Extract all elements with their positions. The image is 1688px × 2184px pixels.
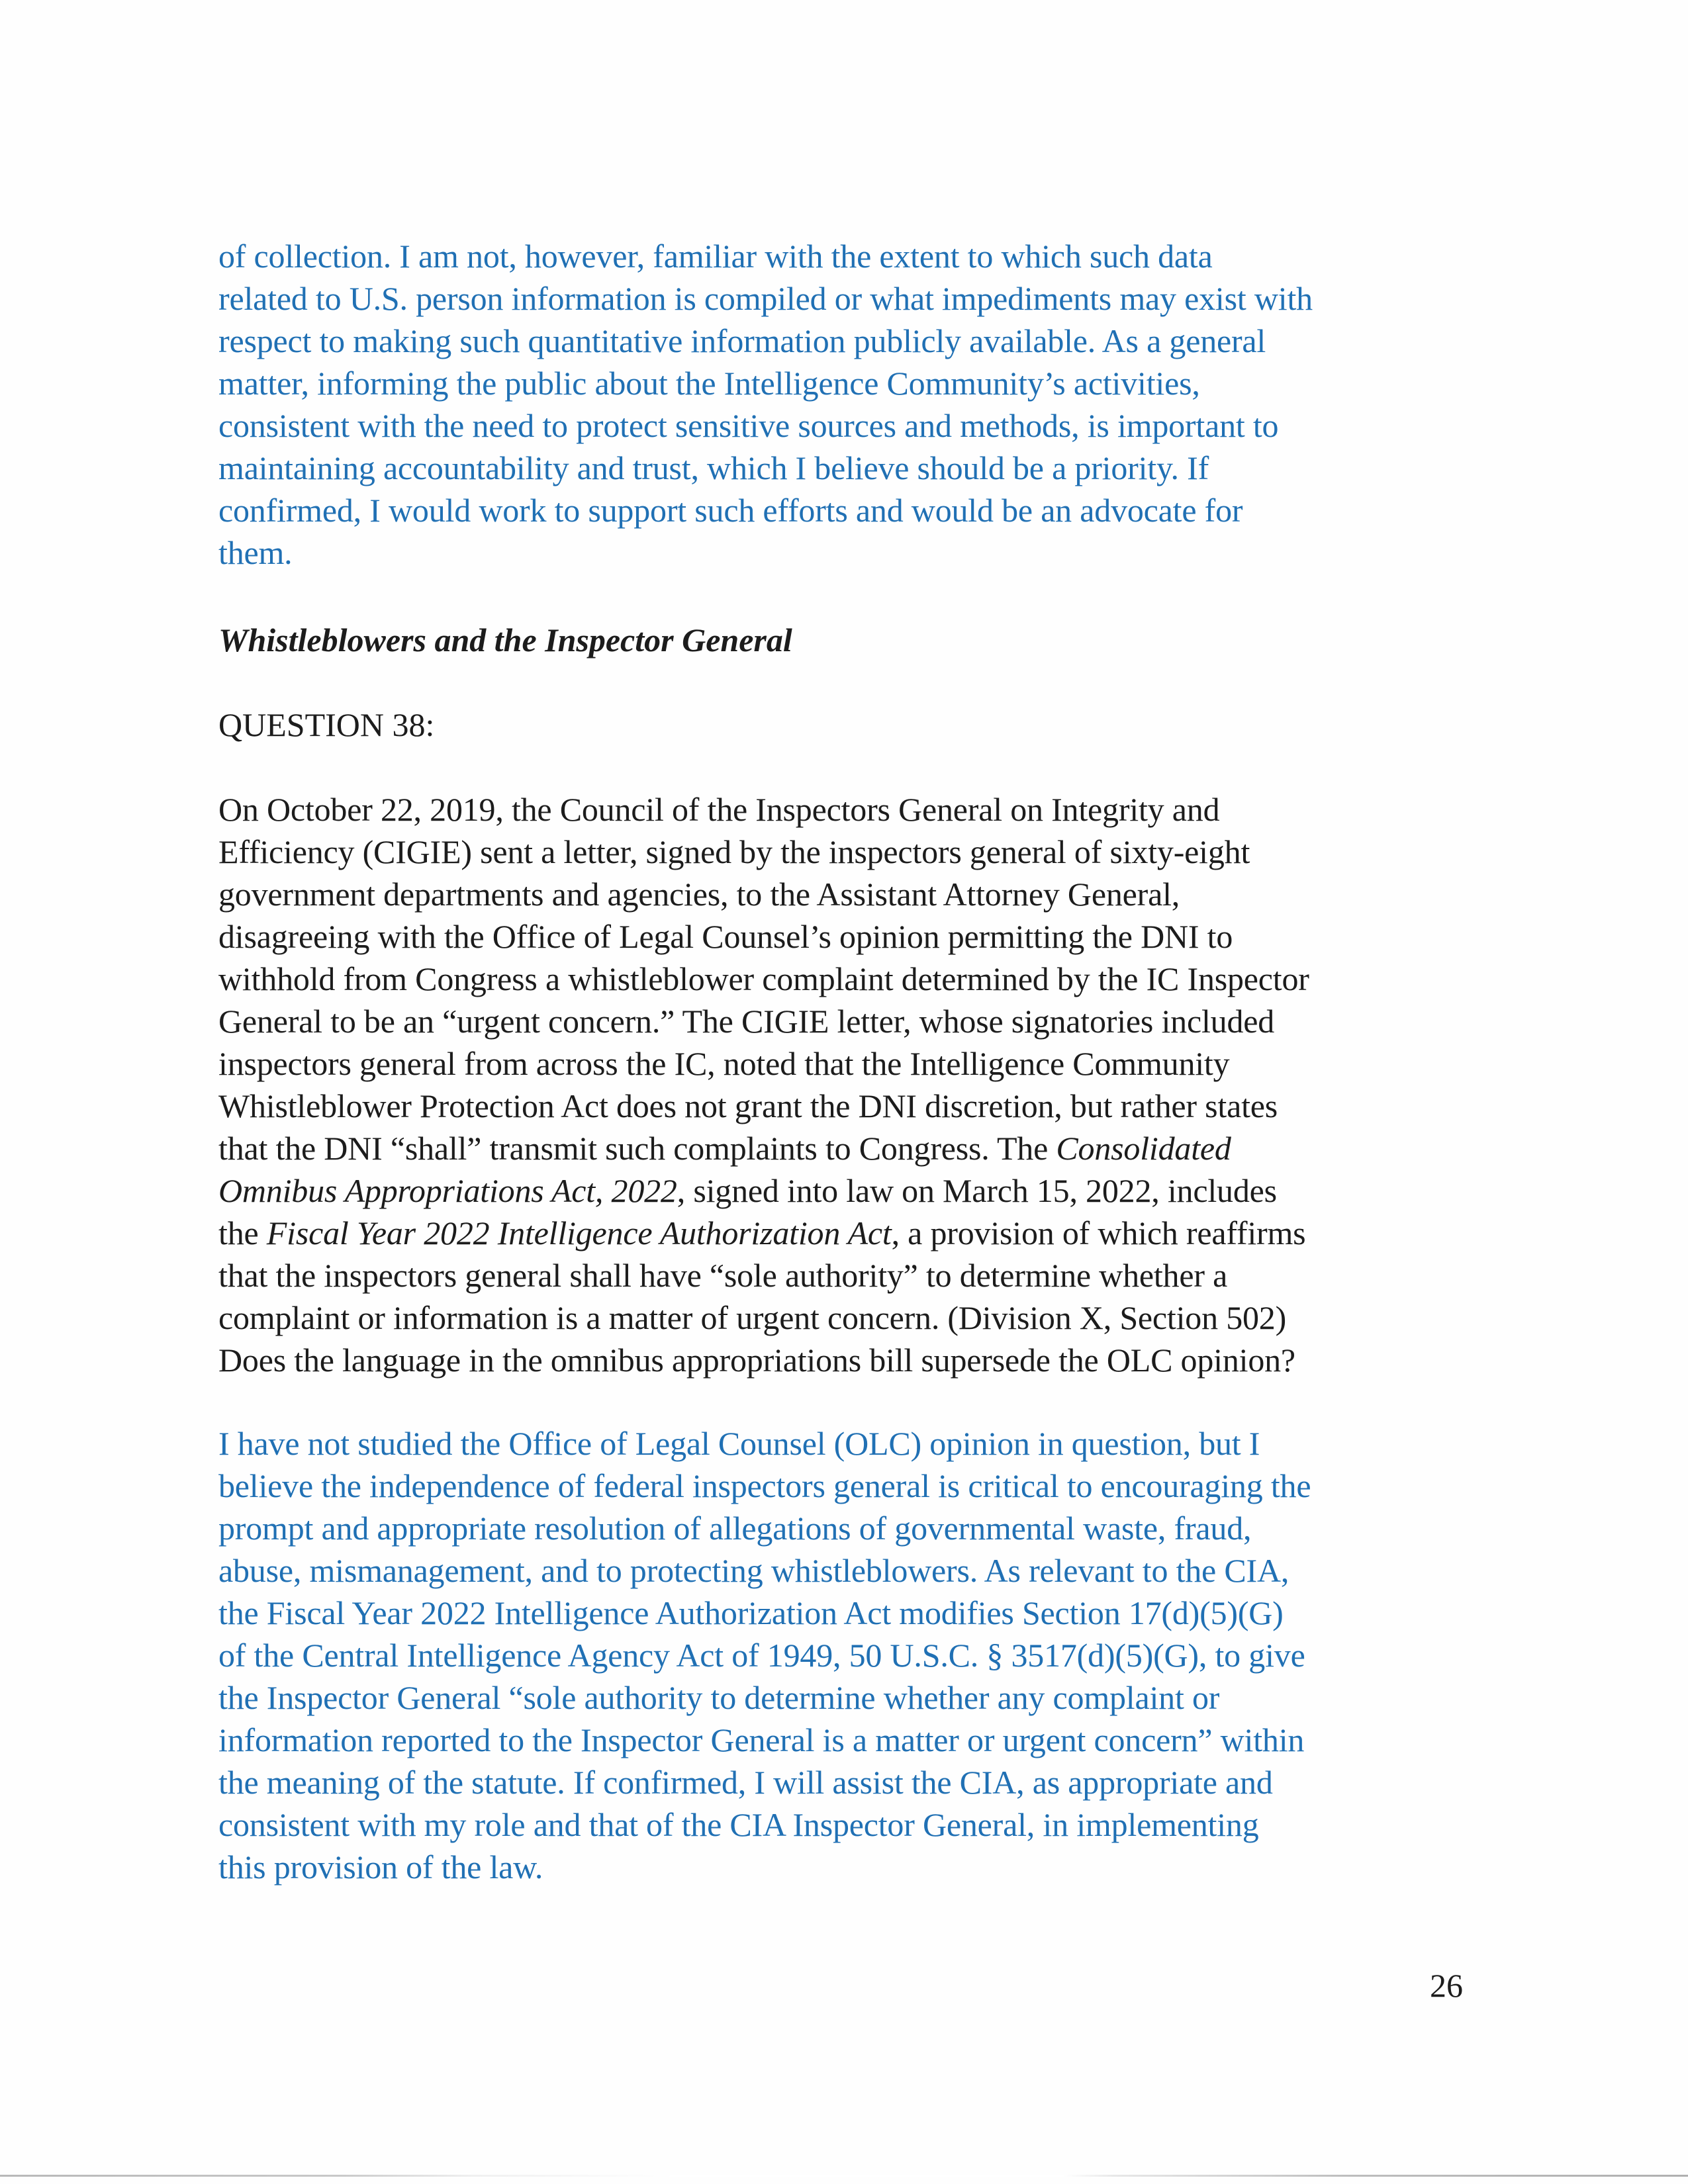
text-line: this provision of the law. [218,1848,543,1886]
text-line: General to be an “urgent concern.” The CIGIE letter, whose signatories included [218,1003,1275,1040]
spacer [218,746,1476,788]
text-line: of collection. I am not, however, familiar with the extent to which such data [218,238,1213,275]
text-line: the Fiscal Year 2022 Intelligence Authorization Act modifies Section 17(d)(5)(G) [218,1594,1284,1631]
text-run: the [218,1214,267,1251]
text-line: Efficiency (CIGIE) sent a letter, signed by the inspectors general of sixty-eight [218,833,1250,870]
text-line: On October 22, 2019, the Council of the Inspectors General on Integrity and [218,791,1220,828]
italic-act-title: Consolidated [1056,1130,1231,1167]
question-label: QUESTION 38: [218,706,435,743]
text-line: abuse, mismanagement, and to protecting whistleblowers. As relevant to the CIA, [218,1552,1289,1589]
page-body [218,235,1476,1888]
spacer [218,661,1476,704]
text-line: disagreeing with the Office of Legal Counsel’s opinion permitting the DNI to [218,918,1233,955]
text-line: government departments and agencies, to the Assistant Attorney General, [218,876,1180,913]
page-edge-divider [0,2175,1688,2177]
text-line: consistent with the need to protect sensitive sources and methods, is important to [218,407,1279,444]
text-line: them. [218,534,293,571]
text-line: Does the language in the omnibus appropriations bill supersede the OLC opinion? [218,1342,1295,1379]
text-run: that the DNI “shall” transmit such complaints to Congress. The [218,1130,1056,1167]
spacer [218,574,1476,619]
text-line: Whistleblower Protection Act does not grant the DNI discretion, but rather states [218,1087,1278,1124]
italic-act-title: Omnibus Appropriations Act, 2022 [218,1172,677,1209]
text-line: matter, informing the public about the Intelligence Community’s activities, [218,365,1200,402]
text-line: complaint or information is a matter of urgent concern. (Division X, Section 502) [218,1299,1287,1336]
text-line: related to U.S. person information is compiled or what impediments may exist with [218,280,1313,317]
text-line: respect to making such quantitative information publicly available. As a general [218,322,1266,359]
answer-paragraph [218,1422,1476,1888]
text-line: the Inspector General “sole authority to determine whether any complaint or [218,1679,1220,1716]
section-heading: Whistleblowers and the Inspector General [218,621,792,659]
text-line: withhold from Congress a whistleblower complaint determined by the IC Inspector [218,960,1309,997]
text-line [218,1127,1476,1169]
text-line: prompt and appropriate resolution of allegations of governmental waste, fraud, [218,1510,1252,1547]
text-line [218,1212,1476,1254]
text-line: inspectors general from across the IC, noted that the Intelligence Community [218,1045,1230,1082]
text-line: maintaining accountability and trust, which I believe should be a priority. If [218,449,1209,486]
page-number: 26 [1430,1967,1463,2004]
question-paragraph [218,788,1476,1381]
italic-act-title: Fiscal Year 2022 Intelligence Authorization Act [266,1214,892,1251]
text-run: , signed into law on March 15, 2022, includes [677,1172,1277,1209]
answer-continuation-paragraph [218,235,1476,574]
text-run: , a provision of which reaffirms [891,1214,1306,1251]
text-line: confirmed, I would work to support such efforts and would be an advocate for [218,492,1243,529]
text-line: the meaning of the statute. If confirmed, I will assist the CIA, as appropriate and [218,1764,1273,1801]
text-line: consistent with my role and that of the CIA Inspector General, in implementing [218,1806,1259,1843]
text-line: of the Central Intelligence Agency Act of 1949, 50 U.S.C. § 3517(d)(5)(G), to give [218,1637,1305,1674]
text-line [218,1169,1476,1212]
spacer [218,1381,1476,1422]
text-line: information reported to the Inspector General is a matter or urgent concern” within [218,1721,1305,1758]
text-line: I have not studied the Office of Legal Counsel (OLC) opinion in question, but I [218,1425,1260,1462]
text-line: that the inspectors general shall have “sole authority” to determine whether a [218,1257,1228,1294]
text-line: believe the independence of federal inspectors general is critical to encouraging the [218,1467,1311,1504]
